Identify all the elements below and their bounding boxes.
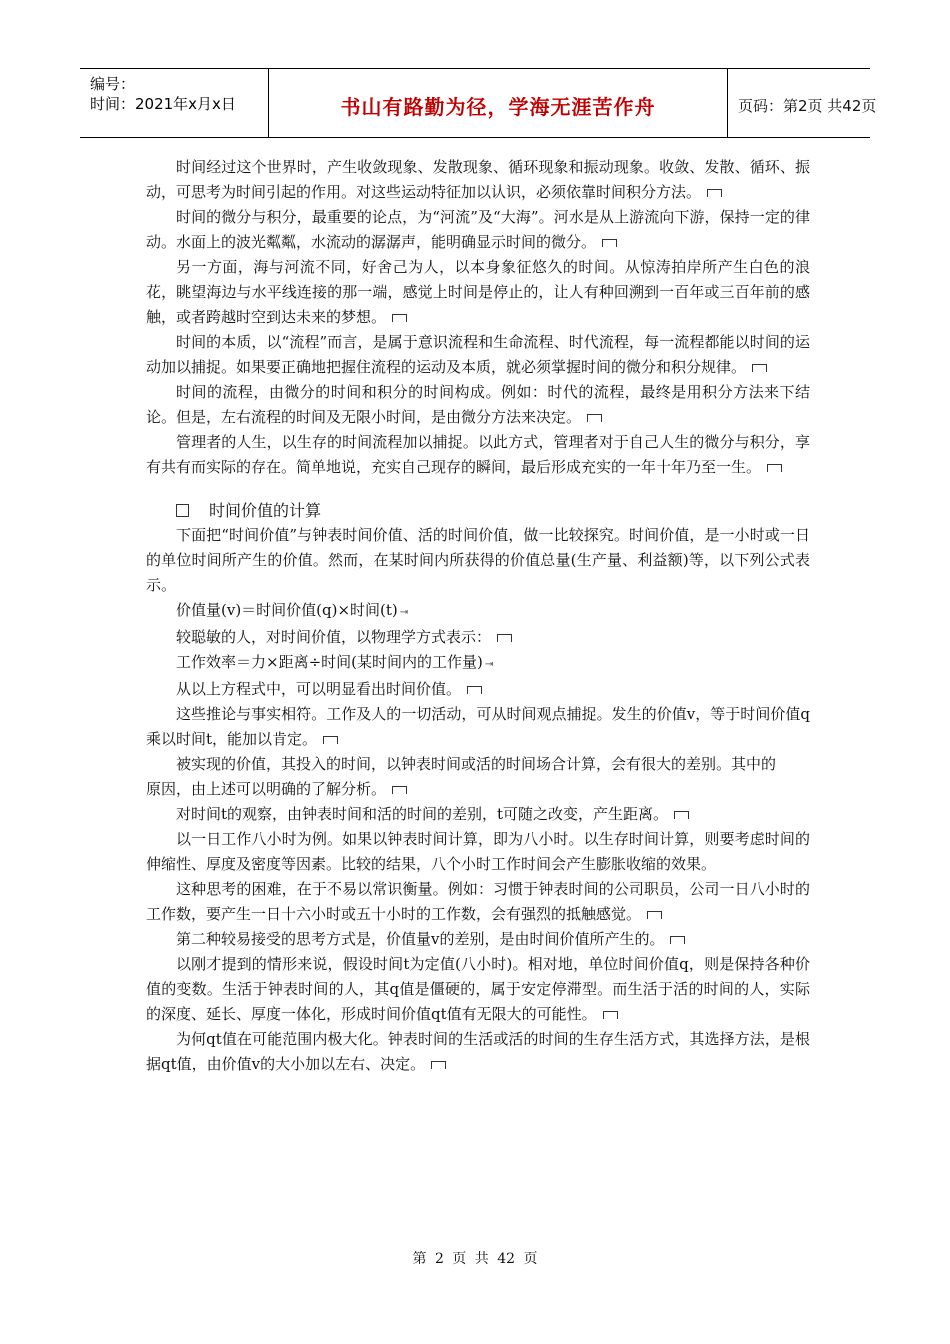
paragraph-mark-icon (670, 936, 685, 944)
line-end-icon: ⇥ (484, 659, 494, 670)
paragraph: 时间的流程，由微分的时间和积分的时间构成。例如：时代的流程，最终是用积分方法来下结论。但是，左右流程的时间及无限小时间，是由微分方法来决定。 (146, 383, 810, 426)
page-footer: 第 2 页 共 42 页 (412, 1251, 538, 1267)
page-number-label: 页码：第2页 共42页 (738, 97, 877, 115)
paragraph-mark-icon (602, 239, 617, 247)
paragraph: 对时间t的观察，由钟表时间和活的时间的差别，t可随之改变，产生距离。 (146, 802, 810, 827)
paragraph-mark-icon (323, 736, 338, 744)
paragraph: 这种思考的困难，在于不易以常识衡量。例如：习惯于钟表时间的公司职员，公司一日八小时的工作数，要产生一日十六小时或五十小时的工作数，会有强烈的抵触感觉。 (146, 880, 810, 923)
paragraph: 为何qt值在可能范围内极大化。钟表时间的生活或活的时间的生存生活方式，其选择方法，是根据qt值，由价值v的大小加以左右、决定。 (146, 1030, 810, 1073)
checkbox-square-icon (176, 504, 189, 517)
paragraph: 第二种较易接受的思考方式是，价值量v的差别，是由时间价值所产生的。 (146, 927, 810, 952)
body-content (146, 155, 810, 1077)
paragraph-mark-icon (587, 414, 602, 422)
paragraph: 时间经过这个世界时，产生收敛现象、发散现象、循环现象和振动现象。收敛、发散、循环、振动，可思考为时间引起的作用。对这些运动特征加以认识，必须依靠时间积分方法。 (146, 158, 810, 201)
paragraph: 被实现的价值，其投入的时间，以钟表时间或活的时间场合计算，会有很大的差别。其中的 (176, 755, 777, 773)
paragraph-mark-icon (603, 1011, 618, 1019)
paragraph-mark-icon (752, 364, 767, 372)
formula-line: 工作效率＝力×距离÷时间(某时间内的工作量) ⇥ (176, 653, 494, 671)
paragraph-mark-icon (647, 911, 662, 919)
paragraph: 从以上方程式中，可以明显看出时间价值。 (146, 677, 810, 702)
paragraph: 时间的本质，以“流程”而言，是属于意识流程和生命流程、时代流程，每一流程都能以时间的运动加以捕捉。如果要正确地把握住流程的运动及本质，就必须掌握时间的微分和积分规律。 (146, 333, 810, 376)
formula-line: 价值量(v)＝时间价值(q)×时间(t) ⇥ (176, 601, 409, 619)
page-header (80, 68, 877, 138)
paragraph-mark-icon (431, 1061, 446, 1069)
header-page-cell (728, 69, 877, 137)
paragraph: 另一方面，海与河流不同，好舍己为人，以本身象征悠久的时间。从惊涛拍岸所产生白色的浪花，眺望海边与水平线连接的那一端，感觉上时间是停止的，让人有种回溯到一百年或三百年前的感触，或者跨越时空到达未来的梦想。 (146, 258, 810, 326)
paragraph-mark-icon (392, 786, 407, 794)
paragraph: 原因，由上述可以明确的了解分析。 (146, 777, 810, 802)
header-motto-cell (269, 69, 728, 137)
line-end-icon: ⇥ (399, 607, 409, 618)
paragraph-mark-icon (392, 314, 407, 322)
paragraph-mark-icon (497, 634, 512, 642)
paragraph: 以刚才提到的情形来说，假设时间t为定值(八小时)。相对地，单位时间价值q，则是保持各种价值的变数。生活于钟表时间的人，其q值是僵硬的，属于安定停滞型。而生活于活的时间的人，实际的深度、延长、厚度一体化，形成时间价值qt值有无限大的可能性。 (146, 955, 810, 1023)
paragraph: 时间的微分与积分，最重要的论点，为“河流”及“大海”。河水是从上游流向下游，保持一定的律动。水面上的波光粼粼，水流动的潺潺声，能明确显示时间的微分。 (146, 208, 810, 251)
code-label: 编号： (90, 75, 136, 93)
paragraph: 以一日工作八小时为例。如果以钟表时间计算，即为八小时。以生存时间计算，则要考虑时间的伸缩性、厚度及密度等因素。比较的结果，八个小时工作时间会产生膨胀收缩的效果。 (146, 830, 810, 873)
paragraph: 较聪敏的人，对时间价值，以物理学方式表示： (146, 625, 810, 650)
section-heading: 时间价值的计算 (176, 498, 810, 523)
motto-text: 书山有路勤为径，学海无涯苦作舟 (340, 95, 656, 119)
time-label: 时间：2021年x月x日 (90, 95, 236, 113)
header-info-cell (80, 69, 269, 137)
paragraph-mark-icon (767, 464, 782, 472)
paragraph: 下面把“时间价值”与钟表时间价值、活的时间价值，做一比较探究。时间价值，是一小时或一日的单位时间所产生的价值。然而，在某时间内所获得的价值总量(生产量、利益额)等，以下列公式表示。 (146, 526, 810, 594)
paragraph-mark-icon (707, 189, 722, 197)
paragraph-mark-icon (467, 686, 482, 694)
paragraph: 这些推论与事实相符。工作及人的一切活动，可从时间观点捕捉。发生的价值v，等于时间价值q乘以时间t，能加以肯定。 (146, 705, 810, 748)
paragraph: 管理者的人生，以生存的时间流程加以捕捉。以此方式，管理者对于自己人生的微分与积分，享有共有而实际的存在。简单地说，充实自己现存的瞬间，最后形成充实的一年十年乃至一生。 (146, 433, 810, 476)
paragraph-mark-icon (674, 811, 689, 819)
